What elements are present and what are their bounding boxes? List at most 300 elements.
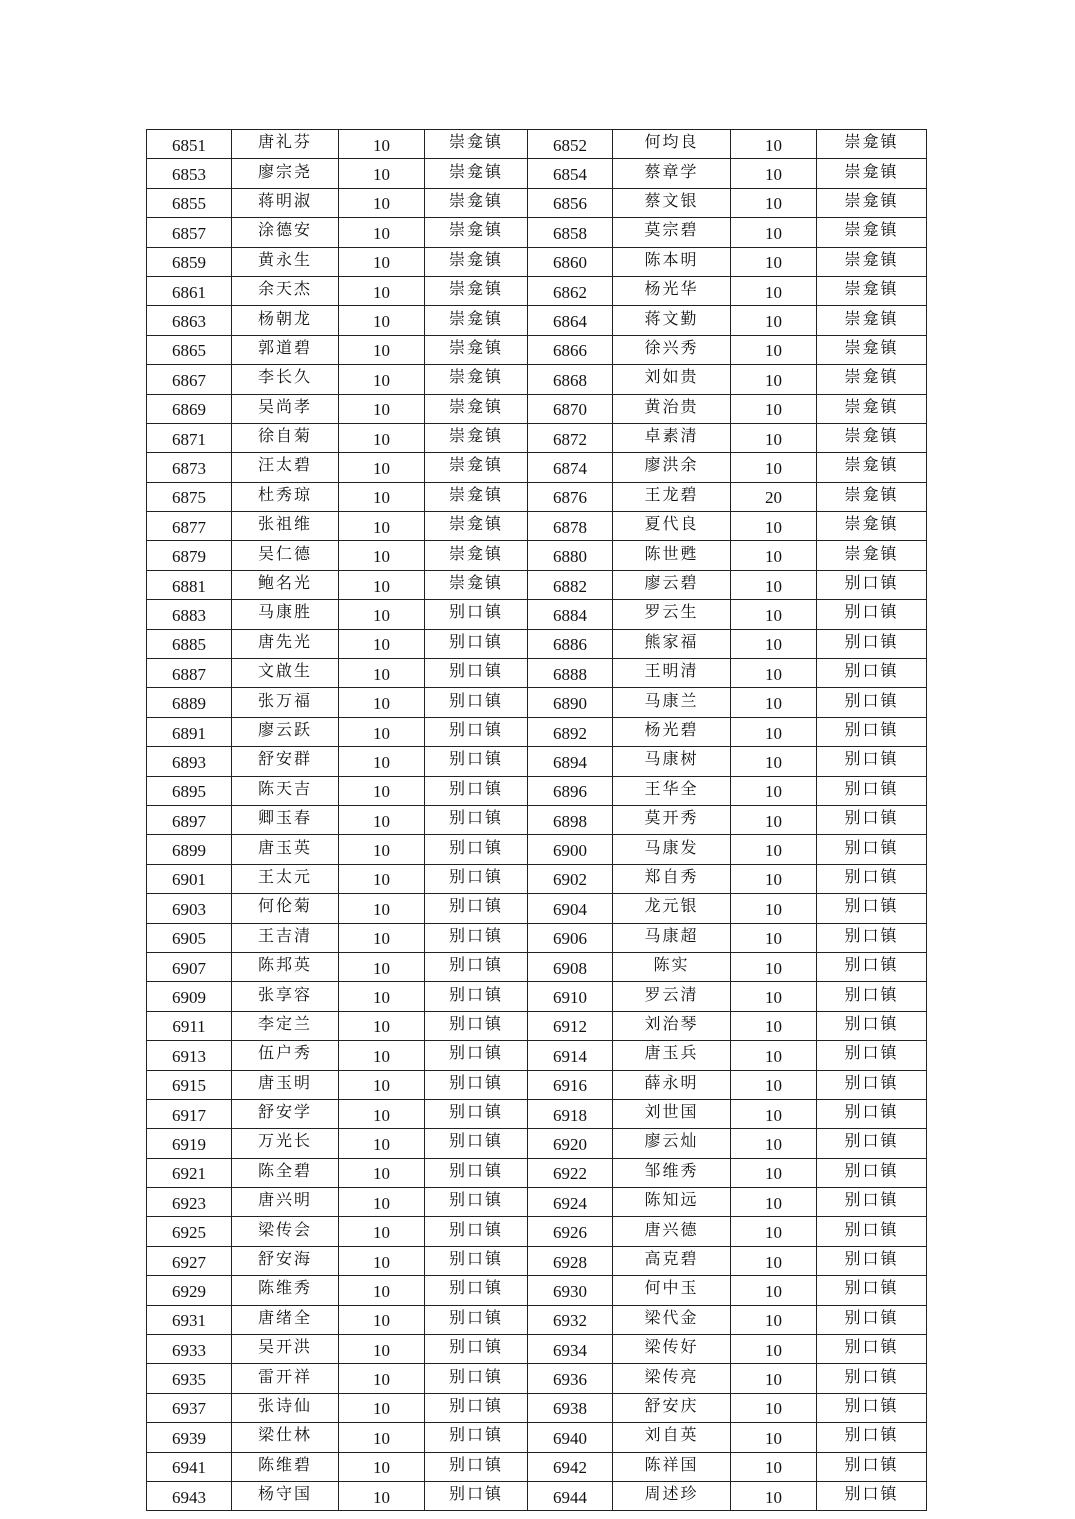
record-id-cell: 6885: [147, 629, 232, 658]
amount-cell: 10: [339, 864, 425, 893]
record-id-cell: 6865: [147, 335, 232, 364]
table-row: [147, 541, 927, 570]
record-id-cell: 6925: [147, 1217, 232, 1246]
record-id-cell: 6904: [528, 894, 613, 923]
table-row: [147, 1011, 927, 1040]
town-cell: 崇龛镇: [817, 453, 927, 482]
town-cell: 别口镇: [817, 717, 927, 746]
town-cell: 崇龛镇: [817, 541, 927, 570]
table-row: [147, 1246, 927, 1275]
record-id-cell: 6878: [528, 512, 613, 541]
town-cell: 崇龛镇: [817, 365, 927, 394]
record-id-cell: 6922: [528, 1158, 613, 1187]
record-id-cell: 6882: [528, 570, 613, 599]
table-row: [147, 688, 927, 717]
record-id-cell: 6915: [147, 1070, 232, 1099]
table-row: [147, 659, 927, 688]
town-cell: 别口镇: [817, 747, 927, 776]
amount-cell: 10: [339, 1188, 425, 1217]
person-name-cell: 梁传会: [232, 1217, 339, 1246]
record-id-cell: 6914: [528, 1041, 613, 1070]
town-cell: 别口镇: [425, 747, 528, 776]
person-name-cell: 陈邦英: [232, 952, 339, 981]
town-cell: 别口镇: [817, 805, 927, 834]
town-cell: 别口镇: [425, 1246, 528, 1275]
amount-cell: 10: [731, 1217, 817, 1246]
person-name-cell: 舒安庆: [613, 1393, 731, 1422]
amount-cell: 10: [731, 1011, 817, 1040]
table-row: [147, 1188, 927, 1217]
amount-cell: 10: [339, 453, 425, 482]
amount-cell: 10: [731, 894, 817, 923]
person-name-cell: 涂德安: [232, 218, 339, 247]
amount-cell: 10: [731, 1452, 817, 1481]
record-id-cell: 6880: [528, 541, 613, 570]
town-cell: 别口镇: [817, 1188, 927, 1217]
table-row: [147, 1481, 927, 1510]
amount-cell: 10: [731, 1070, 817, 1099]
record-id-cell: 6857: [147, 218, 232, 247]
amount-cell: 10: [731, 306, 817, 335]
person-name-cell: 舒安海: [232, 1246, 339, 1275]
amount-cell: 10: [731, 1129, 817, 1158]
town-cell: 别口镇: [425, 1099, 528, 1128]
person-name-cell: 伍户秀: [232, 1041, 339, 1070]
record-id-cell: 6860: [528, 247, 613, 276]
town-cell: 崇龛镇: [817, 306, 927, 335]
person-name-cell: 吴开洪: [232, 1335, 339, 1364]
amount-cell: 10: [731, 835, 817, 864]
town-cell: 别口镇: [425, 1041, 528, 1070]
table-row: [147, 394, 927, 423]
amount-cell: 10: [339, 1099, 425, 1128]
amount-cell: 10: [339, 394, 425, 423]
town-cell: 别口镇: [425, 982, 528, 1011]
amount-cell: 10: [731, 747, 817, 776]
town-cell: 别口镇: [817, 1423, 927, 1452]
person-name-cell: 陈维碧: [232, 1452, 339, 1481]
table-row: [147, 1276, 927, 1305]
amount-cell: 10: [731, 982, 817, 1011]
record-id-cell: 6901: [147, 864, 232, 893]
record-id-cell: 6936: [528, 1364, 613, 1393]
record-id-cell: 6899: [147, 835, 232, 864]
person-name-cell: 周述珍: [613, 1481, 731, 1510]
record-id-cell: 6875: [147, 482, 232, 511]
person-name-cell: 李长久: [232, 365, 339, 394]
amount-cell: 10: [339, 188, 425, 217]
town-cell: 崇龛镇: [817, 247, 927, 276]
table-row: [147, 218, 927, 247]
table-row: [147, 1158, 927, 1187]
amount-cell: 10: [731, 629, 817, 658]
table-row: [147, 482, 927, 511]
record-id-cell: 6881: [147, 570, 232, 599]
person-name-cell: 张诗仙: [232, 1393, 339, 1422]
person-name-cell: 张祖维: [232, 512, 339, 541]
table-row: [147, 835, 927, 864]
record-id-cell: 6924: [528, 1188, 613, 1217]
amount-cell: 10: [731, 159, 817, 188]
person-name-cell: 唐绪全: [232, 1305, 339, 1334]
record-id-cell: 6869: [147, 394, 232, 423]
record-id-cell: 6916: [528, 1070, 613, 1099]
amount-cell: 10: [731, 335, 817, 364]
table-row: [147, 864, 927, 893]
person-name-cell: 刘世国: [613, 1099, 731, 1128]
record-id-cell: 6910: [528, 982, 613, 1011]
amount-cell: 10: [339, 805, 425, 834]
amount-cell: 10: [731, 1158, 817, 1187]
town-cell: 别口镇: [425, 1393, 528, 1422]
person-name-cell: 徐兴秀: [613, 335, 731, 364]
table-row: [147, 453, 927, 482]
record-id-cell: 6886: [528, 629, 613, 658]
record-id-cell: 6918: [528, 1099, 613, 1128]
person-name-cell: 唐玉明: [232, 1070, 339, 1099]
town-cell: 别口镇: [817, 659, 927, 688]
record-id-cell: 6890: [528, 688, 613, 717]
amount-cell: 10: [339, 276, 425, 305]
town-cell: 别口镇: [425, 776, 528, 805]
table-row: [147, 717, 927, 746]
amount-cell: 10: [731, 1393, 817, 1422]
amount-cell: 10: [731, 776, 817, 805]
town-cell: 崇龛镇: [425, 423, 528, 452]
person-name-cell: 梁传亮: [613, 1364, 731, 1393]
person-name-cell: 余天杰: [232, 276, 339, 305]
record-id-cell: 6871: [147, 423, 232, 452]
amount-cell: 10: [339, 247, 425, 276]
amount-cell: 10: [731, 1041, 817, 1070]
town-cell: 别口镇: [817, 1276, 927, 1305]
record-id-cell: 6866: [528, 335, 613, 364]
amount-cell: 10: [339, 1452, 425, 1481]
amount-cell: 10: [731, 188, 817, 217]
table-row: [147, 1364, 927, 1393]
person-name-cell: 薛永明: [613, 1070, 731, 1099]
town-cell: 崇龛镇: [817, 130, 927, 159]
amount-cell: 10: [339, 1129, 425, 1158]
record-id-cell: 6931: [147, 1305, 232, 1334]
person-name-cell: 陈维秀: [232, 1276, 339, 1305]
person-name-cell: 万光长: [232, 1129, 339, 1158]
record-id-cell: 6879: [147, 541, 232, 570]
person-name-cell: 陈实: [613, 952, 731, 981]
amount-cell: 10: [731, 365, 817, 394]
town-cell: 别口镇: [425, 894, 528, 923]
record-id-cell: 6938: [528, 1393, 613, 1422]
record-id-cell: 6870: [528, 394, 613, 423]
record-id-cell: 6926: [528, 1217, 613, 1246]
record-id-cell: 6909: [147, 982, 232, 1011]
table-row: [147, 923, 927, 952]
table-row: [147, 805, 927, 834]
person-name-cell: 刘自英: [613, 1423, 731, 1452]
record-id-cell: 6907: [147, 952, 232, 981]
person-name-cell: 熊家福: [613, 629, 731, 658]
person-name-cell: 鲍名光: [232, 570, 339, 599]
amount-cell: 10: [339, 717, 425, 746]
table-row: [147, 1129, 927, 1158]
record-id-cell: 6934: [528, 1335, 613, 1364]
town-cell: 别口镇: [817, 570, 927, 599]
amount-cell: 10: [339, 1393, 425, 1422]
town-cell: 别口镇: [425, 1217, 528, 1246]
record-id-cell: 6897: [147, 805, 232, 834]
town-cell: 别口镇: [817, 1129, 927, 1158]
table-row: [147, 1335, 927, 1364]
town-cell: 别口镇: [425, 1452, 528, 1481]
town-cell: 崇龛镇: [425, 159, 528, 188]
person-name-cell: 马康超: [613, 923, 731, 952]
person-name-cell: 何中玉: [613, 1276, 731, 1305]
person-name-cell: 唐兴明: [232, 1188, 339, 1217]
town-cell: 崇龛镇: [425, 482, 528, 511]
town-cell: 别口镇: [425, 1276, 528, 1305]
town-cell: 别口镇: [817, 1305, 927, 1334]
person-name-cell: 梁传好: [613, 1335, 731, 1364]
record-id-cell: 6856: [528, 188, 613, 217]
amount-cell: 10: [339, 659, 425, 688]
table-row: [147, 247, 927, 276]
table-row: [147, 159, 927, 188]
amount-cell: 10: [731, 805, 817, 834]
person-name-cell: 唐玉兵: [613, 1041, 731, 1070]
town-cell: 崇龛镇: [817, 188, 927, 217]
amount-cell: 10: [731, 218, 817, 247]
town-cell: 别口镇: [425, 629, 528, 658]
table-row: [147, 306, 927, 335]
table-row: [147, 1070, 927, 1099]
person-name-cell: 卿玉春: [232, 805, 339, 834]
amount-cell: 10: [339, 600, 425, 629]
town-cell: 崇龛镇: [817, 276, 927, 305]
person-name-cell: 张享容: [232, 982, 339, 1011]
town-cell: 别口镇: [817, 894, 927, 923]
record-id-cell: 6908: [528, 952, 613, 981]
town-cell: 别口镇: [817, 1099, 927, 1128]
town-cell: 别口镇: [425, 1070, 528, 1099]
record-id-cell: 6862: [528, 276, 613, 305]
town-cell: 别口镇: [817, 1041, 927, 1070]
record-id-cell: 6942: [528, 1452, 613, 1481]
table-row: [147, 1452, 927, 1481]
record-id-cell: 6863: [147, 306, 232, 335]
person-name-cell: 蒋明淑: [232, 188, 339, 217]
person-name-cell: 蔡章学: [613, 159, 731, 188]
record-id-cell: 6887: [147, 659, 232, 688]
table-row: [147, 1423, 927, 1452]
town-cell: 别口镇: [425, 864, 528, 893]
record-id-cell: 6937: [147, 1393, 232, 1422]
person-name-cell: 张万福: [232, 688, 339, 717]
amount-cell: 10: [731, 512, 817, 541]
amount-cell: 10: [339, 1011, 425, 1040]
record-id-cell: 6906: [528, 923, 613, 952]
amount-cell: 10: [339, 130, 425, 159]
amount-cell: 10: [339, 1335, 425, 1364]
person-name-cell: 马康胜: [232, 600, 339, 629]
record-id-cell: 6861: [147, 276, 232, 305]
person-name-cell: 杨光华: [613, 276, 731, 305]
town-cell: 别口镇: [817, 835, 927, 864]
town-cell: 崇龛镇: [425, 188, 528, 217]
town-cell: 崇龛镇: [817, 218, 927, 247]
person-name-cell: 杜秀琼: [232, 482, 339, 511]
record-id-cell: 6941: [147, 1452, 232, 1481]
record-id-cell: 6892: [528, 717, 613, 746]
person-name-cell: 郭道碧: [232, 335, 339, 364]
amount-cell: 10: [731, 1335, 817, 1364]
table-row: [147, 365, 927, 394]
town-cell: 别口镇: [425, 1158, 528, 1187]
town-cell: 崇龛镇: [817, 159, 927, 188]
record-id-cell: 6911: [147, 1011, 232, 1040]
town-cell: 别口镇: [817, 1481, 927, 1510]
table-row: [147, 512, 927, 541]
person-name-cell: 何伦菊: [232, 894, 339, 923]
amount-cell: 10: [731, 1364, 817, 1393]
record-id-cell: 6853: [147, 159, 232, 188]
town-cell: 别口镇: [425, 1305, 528, 1334]
town-cell: 崇龛镇: [425, 306, 528, 335]
amount-cell: 10: [731, 276, 817, 305]
amount-cell: 10: [339, 306, 425, 335]
person-name-cell: 罗云清: [613, 982, 731, 1011]
record-id-cell: 6913: [147, 1041, 232, 1070]
person-name-cell: 卓素清: [613, 423, 731, 452]
person-name-cell: 王明清: [613, 659, 731, 688]
town-cell: 崇龛镇: [425, 570, 528, 599]
person-name-cell: 舒安群: [232, 747, 339, 776]
record-id-cell: 6873: [147, 453, 232, 482]
town-cell: 别口镇: [817, 923, 927, 952]
record-id-cell: 6895: [147, 776, 232, 805]
person-name-cell: 杨光碧: [613, 717, 731, 746]
record-id-cell: 6898: [528, 805, 613, 834]
record-id-cell: 6858: [528, 218, 613, 247]
town-cell: 别口镇: [425, 717, 528, 746]
record-id-cell: 6851: [147, 130, 232, 159]
amount-cell: 10: [731, 952, 817, 981]
town-cell: 别口镇: [817, 1452, 927, 1481]
town-cell: 别口镇: [425, 952, 528, 981]
amount-cell: 10: [731, 600, 817, 629]
record-id-cell: 6854: [528, 159, 613, 188]
table-row: [147, 600, 927, 629]
record-id-cell: 6852: [528, 130, 613, 159]
table-row: [147, 747, 927, 776]
person-name-cell: 杨朝龙: [232, 306, 339, 335]
person-name-cell: 文啟生: [232, 659, 339, 688]
record-id-cell: 6917: [147, 1099, 232, 1128]
town-cell: 别口镇: [817, 776, 927, 805]
person-name-cell: 舒安学: [232, 1099, 339, 1128]
town-cell: 崇龛镇: [425, 218, 528, 247]
table-row: [147, 1041, 927, 1070]
person-name-cell: 王吉清: [232, 923, 339, 952]
record-id-cell: 6940: [528, 1423, 613, 1452]
person-name-cell: 雷开祥: [232, 1364, 339, 1393]
person-name-cell: 王龙碧: [613, 482, 731, 511]
person-name-cell: 蔡文银: [613, 188, 731, 217]
person-name-cell: 吴仁德: [232, 541, 339, 570]
town-cell: 别口镇: [425, 659, 528, 688]
record-id-cell: 6944: [528, 1481, 613, 1510]
town-cell: 别口镇: [817, 1393, 927, 1422]
amount-cell: 10: [339, 1158, 425, 1187]
amount-cell: 10: [731, 541, 817, 570]
amount-cell: 10: [731, 1099, 817, 1128]
amount-cell: 10: [731, 1276, 817, 1305]
town-cell: 别口镇: [817, 629, 927, 658]
person-name-cell: 廖云跃: [232, 717, 339, 746]
record-id-cell: 6919: [147, 1129, 232, 1158]
person-name-cell: 黄治贵: [613, 394, 731, 423]
roster-body: [147, 130, 927, 1511]
town-cell: 别口镇: [817, 1217, 927, 1246]
town-cell: 崇龛镇: [425, 130, 528, 159]
person-name-cell: 刘治琴: [613, 1011, 731, 1040]
record-id-cell: 6855: [147, 188, 232, 217]
person-name-cell: 梁仕林: [232, 1423, 339, 1452]
amount-cell: 10: [339, 747, 425, 776]
amount-cell: 10: [731, 659, 817, 688]
amount-cell: 10: [339, 335, 425, 364]
amount-cell: 10: [339, 894, 425, 923]
table-row: [147, 629, 927, 658]
table-row: [147, 952, 927, 981]
town-cell: 别口镇: [425, 1011, 528, 1040]
amount-cell: 10: [731, 923, 817, 952]
person-name-cell: 廖宗尧: [232, 159, 339, 188]
record-id-cell: 6859: [147, 247, 232, 276]
person-name-cell: 陈祥国: [613, 1452, 731, 1481]
amount-cell: 10: [339, 423, 425, 452]
town-cell: 别口镇: [817, 864, 927, 893]
amount-cell: 10: [339, 1070, 425, 1099]
town-cell: 崇龛镇: [817, 423, 927, 452]
person-name-cell: 廖云碧: [613, 570, 731, 599]
table-row: [147, 276, 927, 305]
town-cell: 别口镇: [817, 688, 927, 717]
person-name-cell: 唐玉英: [232, 835, 339, 864]
amount-cell: 10: [339, 982, 425, 1011]
amount-cell: 10: [731, 1305, 817, 1334]
record-id-cell: 6943: [147, 1481, 232, 1510]
record-id-cell: 6884: [528, 600, 613, 629]
table-row: [147, 335, 927, 364]
record-id-cell: 6867: [147, 365, 232, 394]
table-row: [147, 894, 927, 923]
town-cell: 别口镇: [817, 982, 927, 1011]
town-cell: 别口镇: [425, 1335, 528, 1364]
record-id-cell: 6902: [528, 864, 613, 893]
table-row: [147, 1305, 927, 1334]
amount-cell: 10: [339, 835, 425, 864]
town-cell: 别口镇: [425, 1188, 528, 1217]
town-cell: 别口镇: [425, 1481, 528, 1510]
person-name-cell: 梁代金: [613, 1305, 731, 1334]
amount-cell: 10: [339, 1217, 425, 1246]
person-name-cell: 王华全: [613, 776, 731, 805]
person-name-cell: 邹维秀: [613, 1158, 731, 1187]
record-id-cell: 6877: [147, 512, 232, 541]
amount-cell: 10: [731, 570, 817, 599]
town-cell: 别口镇: [817, 1070, 927, 1099]
amount-cell: 10: [339, 1246, 425, 1275]
